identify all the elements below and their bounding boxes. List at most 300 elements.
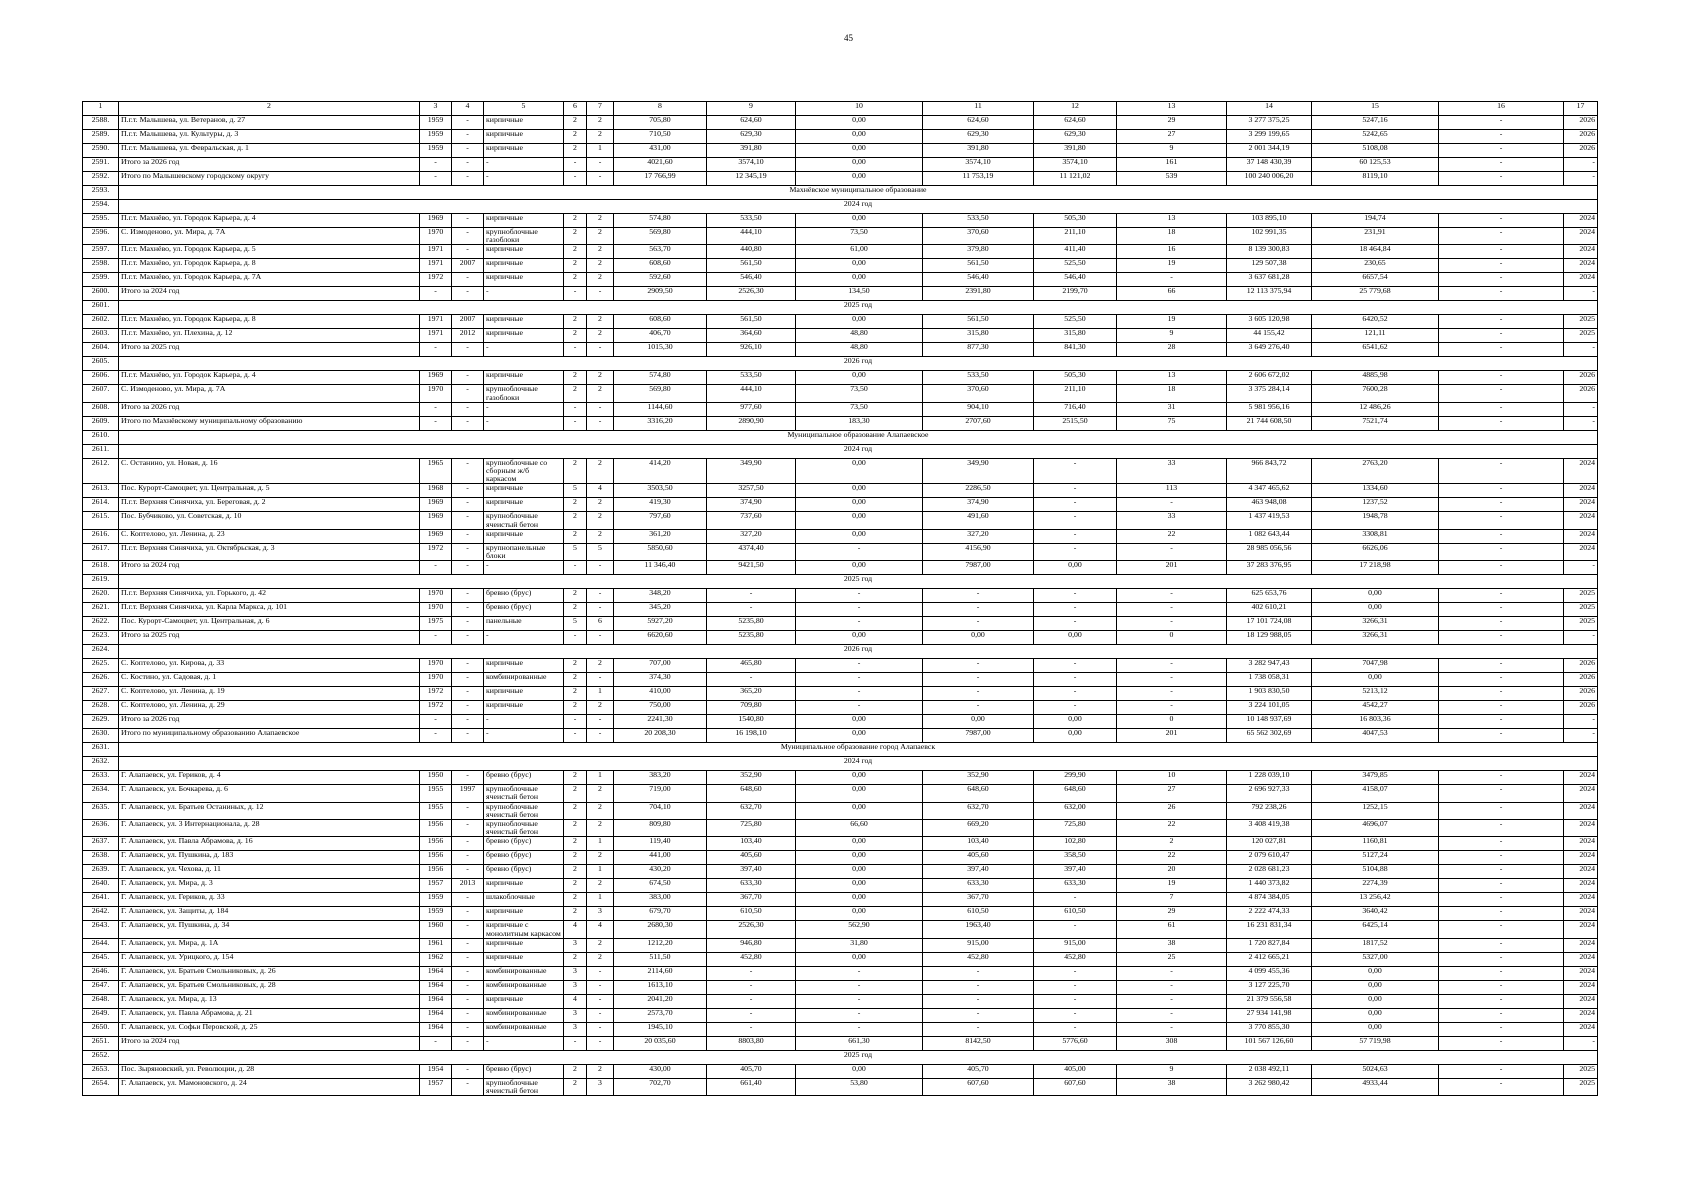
table-cell: 6425,14 [1312, 921, 1439, 938]
table-cell: 1956 [420, 865, 452, 879]
address-cell: Г. Алапаевск, ул. Пушкина, д. 183 [119, 851, 420, 865]
table-cell: - [1439, 715, 1564, 729]
table-cell: 2 [564, 116, 587, 130]
row-number-cell: 2615. [83, 512, 119, 529]
table-cell: 2 [564, 673, 587, 687]
table-cell: 0,00 [796, 529, 923, 543]
address-cell: П.г.т. Махнёво, ул. Городок Карьера, д. 4 [119, 214, 420, 228]
section-row [83, 301, 1598, 315]
table-cell: - [587, 673, 614, 687]
table-cell: 2 [564, 228, 587, 245]
table-cell: 2024 [1564, 543, 1598, 560]
table-cell: 624,60 [1034, 116, 1117, 130]
row-number-cell: 2631. [83, 743, 119, 757]
table-cell: 2 [587, 659, 614, 673]
row-number-cell: 2637. [83, 837, 119, 851]
table-cell: 2025 [1564, 603, 1598, 617]
table-cell: - [452, 893, 484, 907]
table-cell: 0,00 [796, 158, 923, 172]
table-cell: 441,00 [614, 851, 707, 865]
table-cell: - [452, 214, 484, 228]
table-cell: 533,50 [707, 371, 796, 385]
table-cell: - [1439, 1064, 1564, 1078]
table-cell: - [587, 561, 614, 575]
table-cell: 0,00 [1034, 729, 1117, 743]
table-row [83, 543, 1598, 560]
table-cell: 352,90 [923, 771, 1034, 785]
table-cell: - [452, 966, 484, 980]
table-cell: 629,30 [1034, 130, 1117, 144]
row-number-cell: 2600. [83, 287, 119, 301]
table-cell: кирпичные [484, 116, 564, 130]
row-number-cell: 2644. [83, 938, 119, 952]
table-cell: 7987,00 [923, 561, 1034, 575]
table-cell: 65 562 302,69 [1227, 729, 1312, 743]
row-number-cell: 2603. [83, 329, 119, 343]
table-cell: - [484, 416, 564, 430]
table-cell: 113 [1117, 484, 1227, 498]
row-number-cell: 2636. [83, 820, 119, 837]
table-cell: 0,00 [796, 893, 923, 907]
table-cell: 2 [587, 130, 614, 144]
table-cell: 0,00 [796, 273, 923, 287]
table-cell: крупноблочные ячеистый бетон [484, 802, 564, 819]
table-cell: - [1117, 1008, 1227, 1022]
address-cell: Пос. Зыряновский, ул. Революции, д. 28 [119, 1064, 420, 1078]
table-cell: 1969 [420, 529, 452, 543]
table-cell: 9 [1117, 1064, 1227, 1078]
row-number-cell: 2635. [83, 802, 119, 819]
table-cell: 2286,50 [923, 484, 1034, 498]
table-cell: - [452, 659, 484, 673]
table-cell: кирпичные [484, 938, 564, 952]
row-number-cell: 2610. [83, 430, 119, 444]
table-row [83, 1008, 1598, 1022]
table-cell: - [1439, 130, 1564, 144]
table-cell: комбинированные [484, 1022, 564, 1036]
section-row [83, 357, 1598, 371]
table-cell: 561,50 [707, 259, 796, 273]
table-cell: 2026 [1564, 371, 1598, 385]
table-cell: 2024 [1564, 785, 1598, 802]
table-cell: 7987,00 [923, 729, 1034, 743]
table-cell: 444,10 [707, 228, 796, 245]
table-cell: - [420, 287, 452, 301]
table-cell: 0,00 [796, 130, 923, 144]
table-cell: 5327,00 [1312, 952, 1439, 966]
table-cell: 2 606 672,02 [1227, 371, 1312, 385]
table-cell: 364,60 [707, 329, 796, 343]
table-cell: 444,10 [707, 385, 796, 402]
table-cell: 358,50 [1034, 851, 1117, 865]
table-cell: 3 770 855,30 [1227, 1022, 1312, 1036]
row-number-cell: 2645. [83, 952, 119, 966]
table-cell: 569,80 [614, 228, 707, 245]
table-cell: 2 [564, 589, 587, 603]
table-cell: 8 139 300,83 [1227, 245, 1312, 259]
table-cell: - [1034, 980, 1117, 994]
table-cell: 2 [587, 802, 614, 819]
table-cell: 9 [1117, 144, 1227, 158]
table-cell: 299,90 [1034, 771, 1117, 785]
table-cell: 648,60 [923, 785, 1034, 802]
table-cell: - [1034, 543, 1117, 560]
table-cell: - [1439, 701, 1564, 715]
table-cell: 3 408 419,38 [1227, 820, 1312, 837]
table-cell: 1971 [420, 329, 452, 343]
table-cell: кирпичные [484, 879, 564, 893]
table-cell: 3 277 375,25 [1227, 116, 1312, 130]
table-cell: - [1564, 158, 1598, 172]
table-cell: 0 [1117, 715, 1227, 729]
address-cell: Г. Алапаевск, ул. Чехова, д. 11 [119, 865, 420, 879]
table-cell: 1997 [452, 785, 484, 802]
table-cell: - [564, 561, 587, 575]
table-cell: 21 379 556,58 [1227, 994, 1312, 1008]
table-cell: - [452, 701, 484, 715]
table-cell: 365,20 [707, 687, 796, 701]
section-label-cell: 2024 год [119, 757, 1598, 771]
table-cell: крупноблочные ячеистый бетон [484, 1078, 564, 1095]
table-cell: крупнопанельные блоки [484, 543, 564, 560]
table-row [83, 130, 1598, 144]
table-cell: 1959 [420, 144, 452, 158]
table-cell: - [587, 729, 614, 743]
table-cell: - [796, 966, 923, 980]
table-row [83, 589, 1598, 603]
table-cell: - [1439, 287, 1564, 301]
table-cell: 18 [1117, 228, 1227, 245]
table-cell: 2526,30 [707, 921, 796, 938]
table-cell: 1972 [420, 687, 452, 701]
table-cell: 0,00 [796, 865, 923, 879]
table-cell: 19 [1117, 315, 1227, 329]
table-cell: 1959 [420, 893, 452, 907]
section-row [83, 743, 1598, 757]
table-cell: 405,00 [1034, 1064, 1117, 1078]
table-cell: бревно (брус) [484, 837, 564, 851]
table-cell: - [1439, 1022, 1564, 1036]
table-cell: 0,00 [796, 498, 923, 512]
table-cell: - [1439, 416, 1564, 430]
housing-table [82, 101, 1598, 1096]
table-cell: 29 [1117, 116, 1227, 130]
table-cell: 705,80 [614, 116, 707, 130]
table-cell: 17 766,99 [614, 172, 707, 186]
table-cell: - [1034, 484, 1117, 498]
table-cell: 48,80 [796, 329, 923, 343]
address-cell: Итого за 2024 год [119, 287, 420, 301]
table-cell: 702,70 [614, 1078, 707, 1095]
table-cell: 2 079 610,47 [1227, 851, 1312, 865]
table-cell: 926,10 [707, 343, 796, 357]
table-cell: 561,50 [923, 315, 1034, 329]
section-row [83, 757, 1598, 771]
table-row [83, 820, 1598, 837]
table-cell: 1 [587, 893, 614, 907]
table-cell: - [484, 729, 564, 743]
column-number-cell: 5 [484, 102, 564, 116]
table-cell: 3503,50 [614, 484, 707, 498]
table-cell: - [452, 371, 484, 385]
table-cell: 4542,27 [1312, 701, 1439, 715]
table-cell: 0,00 [796, 561, 923, 575]
table-cell: 797,60 [614, 512, 707, 529]
column-number-cell: 17 [1564, 102, 1598, 116]
table-cell: крупноблочные газоблоки [484, 385, 564, 402]
table-cell: 1955 [420, 802, 452, 819]
table-cell: 2 [564, 214, 587, 228]
table-cell: 2026 [1564, 144, 1598, 158]
table-cell: - [484, 1036, 564, 1050]
row-number-cell: 2595. [83, 214, 119, 228]
table-cell: 0,00 [796, 116, 923, 130]
table-cell: - [1439, 879, 1564, 893]
table-cell: кирпичные [484, 245, 564, 259]
row-number-cell: 2629. [83, 715, 119, 729]
row-number-cell: 2623. [83, 631, 119, 645]
table-cell: 211,10 [1034, 228, 1117, 245]
address-cell: П.г.т. Махнёво, ул. Городок Карьера, д. 4 [119, 371, 420, 385]
table-cell: 101 567 126,60 [1227, 1036, 1312, 1050]
table-cell: 3479,85 [1312, 771, 1439, 785]
table-cell: 610,50 [707, 907, 796, 921]
table-cell: 27 [1117, 130, 1227, 144]
table-cell: - [923, 617, 1034, 631]
section-label-cell: 2025 год [119, 1050, 1598, 1064]
table-cell: 2041,20 [614, 994, 707, 1008]
table-cell: - [1117, 966, 1227, 980]
table-row [83, 287, 1598, 301]
table-cell: 505,30 [1034, 371, 1117, 385]
table-cell: - [1034, 529, 1117, 543]
address-cell: П.г.т. Махнёво, ул. Городок Карьера, д. 8 [119, 259, 420, 273]
table-cell: 2 [587, 701, 614, 715]
table-cell: - [1034, 659, 1117, 673]
table-cell: - [420, 1036, 452, 1050]
table-cell: - [452, 498, 484, 512]
table-cell: 414,20 [614, 458, 707, 484]
table-cell: - [1439, 228, 1564, 245]
table-cell: - [452, 158, 484, 172]
table-cell: - [1117, 701, 1227, 715]
table-cell: 134,50 [796, 287, 923, 301]
table-cell: - [452, 228, 484, 245]
table-cell: - [1564, 729, 1598, 743]
table-cell: 1 903 830,50 [1227, 687, 1312, 701]
table-cell: 946,80 [707, 938, 796, 952]
address-cell: Итого за 2025 год [119, 343, 420, 357]
table-cell: 0,00 [1312, 603, 1439, 617]
column-number-cell: 15 [1312, 102, 1439, 116]
table-cell: 809,80 [614, 820, 707, 837]
table-cell: - [707, 994, 796, 1008]
address-cell: Пос. Бубчиково, ул. Советская, д. 10 [119, 512, 420, 529]
table-cell: 5235,80 [707, 631, 796, 645]
table-row [83, 701, 1598, 715]
table-cell: 2 [564, 865, 587, 879]
table-cell: - [452, 458, 484, 484]
table-cell: 22 [1117, 529, 1227, 543]
table-cell: 6 [587, 617, 614, 631]
column-number-cell: 8 [614, 102, 707, 116]
table-cell: 18 464,84 [1312, 245, 1439, 259]
table-cell: - [1439, 245, 1564, 259]
table-cell: - [484, 287, 564, 301]
table-cell: 2 [587, 879, 614, 893]
table-cell: 1964 [420, 1008, 452, 1022]
table-cell: 533,50 [923, 214, 1034, 228]
table-row [83, 458, 1598, 484]
row-number-cell: 2594. [83, 200, 119, 214]
table-cell: 2024 [1564, 512, 1598, 529]
table-cell: кирпичные [484, 952, 564, 966]
table-cell: 1237,52 [1312, 498, 1439, 512]
table-cell: 410,00 [614, 687, 707, 701]
row-number-cell: 2634. [83, 785, 119, 802]
table-cell: кирпичные [484, 273, 564, 287]
address-cell: Г. Алапаевск, ул. Гериков, д. 4 [119, 771, 420, 785]
table-cell: 1970 [420, 385, 452, 402]
table-cell: 11 753,19 [923, 172, 1034, 186]
table-cell: 3266,31 [1312, 631, 1439, 645]
table-row [83, 214, 1598, 228]
table-cell: 28 [1117, 343, 1227, 357]
table-cell: кирпичные [484, 659, 564, 673]
table-cell: - [1439, 865, 1564, 879]
table-cell: кирпичные [484, 907, 564, 921]
table-cell: - [452, 631, 484, 645]
row-number-cell: 2590. [83, 144, 119, 158]
table-cell: 13 [1117, 214, 1227, 228]
table-cell: 792 238,26 [1227, 802, 1312, 819]
table-cell: 1960 [420, 921, 452, 938]
table-cell: 704,10 [614, 802, 707, 819]
table-cell: 0,00 [1312, 994, 1439, 1008]
row-number-cell: 2638. [83, 851, 119, 865]
table-cell: 73,50 [796, 402, 923, 416]
table-cell: - [1117, 273, 1227, 287]
table-cell: - [452, 287, 484, 301]
table-cell: 4047,53 [1312, 729, 1439, 743]
row-number-cell: 2593. [83, 186, 119, 200]
table-cell: 2 028 681,23 [1227, 865, 1312, 879]
table-cell: 915,00 [923, 938, 1034, 952]
table-cell: 674,50 [614, 879, 707, 893]
table-cell: 1 720 827,84 [1227, 938, 1312, 952]
table-cell: - [1439, 687, 1564, 701]
table-cell: 2024 [1564, 458, 1598, 484]
table-cell: 1961 [420, 938, 452, 952]
table-cell: комбинированные [484, 673, 564, 687]
table-cell: 1971 [420, 259, 452, 273]
table-cell: 2763,20 [1312, 458, 1439, 484]
table-cell: 19 [1117, 259, 1227, 273]
table-cell: 5104,88 [1312, 865, 1439, 879]
table-cell: кирпичные [484, 484, 564, 498]
table-cell: - [923, 701, 1034, 715]
address-cell: Г. Алапаевск, ул. Пушкина, д. 34 [119, 921, 420, 938]
table-cell: 308 [1117, 1036, 1227, 1050]
table-cell: 25 779,68 [1312, 287, 1439, 301]
table-cell: 0,00 [796, 907, 923, 921]
row-number-cell: 2653. [83, 1064, 119, 1078]
table-cell: 5108,08 [1312, 144, 1439, 158]
table-cell: 2 [564, 315, 587, 329]
column-number-cell: 7 [587, 102, 614, 116]
table-cell: 100 240 006,20 [1227, 172, 1312, 186]
table-cell: - [484, 402, 564, 416]
table-cell: 102 991,35 [1227, 228, 1312, 245]
row-number-cell: 2641. [83, 893, 119, 907]
table-cell: 0,00 [1034, 561, 1117, 575]
table-cell: 2 [564, 659, 587, 673]
table-cell: 1964 [420, 966, 452, 980]
table-cell: 4 [587, 484, 614, 498]
row-number-cell: 2647. [83, 980, 119, 994]
table-row [83, 512, 1598, 529]
table-cell: 2024 [1564, 1022, 1598, 1036]
section-row [83, 1050, 1598, 1064]
table-cell: 1972 [420, 543, 452, 560]
table-cell: 710,50 [614, 130, 707, 144]
table-cell: 3308,81 [1312, 529, 1439, 543]
table-cell: - [587, 715, 614, 729]
table-cell: 397,40 [707, 865, 796, 879]
page-number: 45 [844, 33, 853, 43]
table-cell: 3 299 199,65 [1227, 130, 1312, 144]
address-cell: Итого за 2026 год [119, 715, 420, 729]
address-cell: Итого за 2024 год [119, 1036, 420, 1050]
table-row [83, 1022, 1598, 1036]
table-cell: 1971 [420, 245, 452, 259]
table-cell: 194,74 [1312, 214, 1439, 228]
table-cell: - [1034, 701, 1117, 715]
row-number-cell: 2651. [83, 1036, 119, 1050]
section-label-cell: 2026 год [119, 357, 1598, 371]
table-cell: 367,70 [707, 893, 796, 907]
table-cell: - [420, 631, 452, 645]
table-cell: 4374,40 [707, 543, 796, 560]
address-cell: Г. Алапаевск, ул. Мира, д. 13 [119, 994, 420, 1008]
row-number-cell: 2602. [83, 315, 119, 329]
table-cell: 2 [587, 458, 614, 484]
address-cell: Итого по муниципальному образованию Алапаевское [119, 729, 420, 743]
table-cell: - [587, 287, 614, 301]
table-cell: 4 [564, 994, 587, 1008]
table-cell: 2 [587, 851, 614, 865]
table-cell: 3 [564, 980, 587, 994]
table-cell: - [1117, 498, 1227, 512]
row-number-cell: 2591. [83, 158, 119, 172]
section-label-cell: 2024 год [119, 200, 1598, 214]
table-cell: 2 [587, 820, 614, 837]
table-cell: - [452, 837, 484, 851]
table-cell: 430,20 [614, 865, 707, 879]
table-cell: 4 [564, 921, 587, 938]
table-cell: 103 895,10 [1227, 214, 1312, 228]
table-cell: 430,00 [614, 1064, 707, 1078]
table-cell: 546,40 [707, 273, 796, 287]
row-number-cell: 2616. [83, 529, 119, 543]
table-cell: 2515,50 [1034, 416, 1117, 430]
table-cell: - [420, 715, 452, 729]
table-cell: - [707, 1022, 796, 1036]
table-cell: 966 843,72 [1227, 458, 1312, 484]
table-cell: 18 129 988,05 [1227, 631, 1312, 645]
table-cell: - [484, 631, 564, 645]
table-cell: - [1117, 673, 1227, 687]
